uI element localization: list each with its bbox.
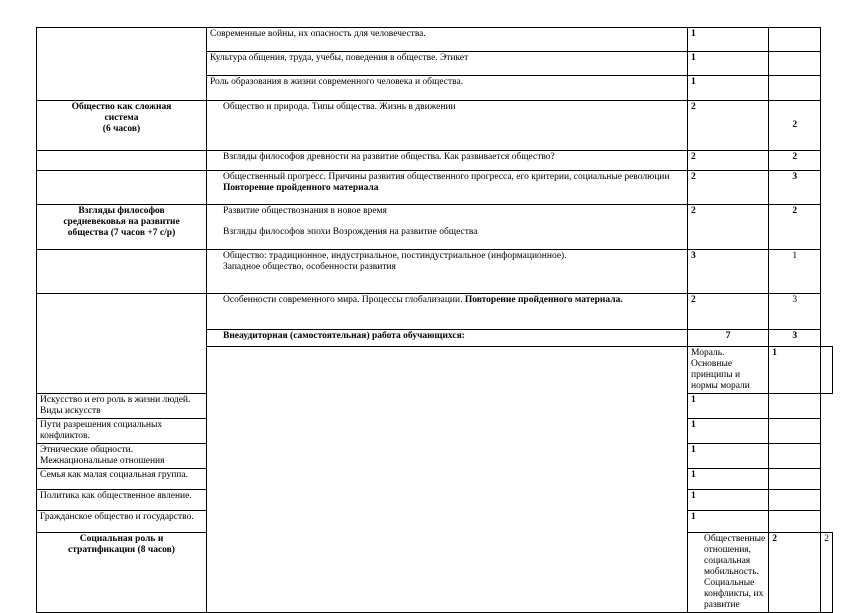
table-row — [37, 205, 833, 250]
topic-cell — [207, 294, 688, 330]
extra-cell: 2 — [769, 101, 821, 151]
section-title-line: стратификация (8 часов) — [68, 545, 175, 555]
section-title-cell — [207, 347, 688, 613]
section-title-cell — [37, 533, 207, 613]
hours-cell: 2 — [688, 171, 769, 205]
section-title-line: система — [104, 113, 139, 123]
extra-cell — [769, 469, 821, 490]
extra-cell: 3 — [769, 330, 821, 347]
topic-text: Внеаудиторная (самостоятельная) работа обучающихся: — [223, 331, 465, 341]
topic-text: Общество и природа. Типы общества. Жизнь в движении — [223, 102, 456, 112]
topic-cell — [207, 52, 688, 76]
extra-cell: 2 — [769, 205, 821, 250]
hours-cell: 2 — [688, 205, 769, 250]
table-row — [37, 250, 833, 294]
topic-text: Общественные отношения, социальная мобильность. Социальные конфликты, их развитие — [704, 534, 766, 610]
hours-cell: 1 — [688, 511, 769, 533]
section-title-cell — [37, 205, 207, 250]
topic-text: Семья как малая социальная группа. — [40, 470, 188, 480]
topic-text: Пути разрешения социальных конфликтов. — [40, 420, 163, 441]
extra-cell — [769, 52, 821, 76]
extra-cell — [769, 76, 821, 101]
extra-cell — [769, 444, 821, 469]
table-row — [37, 294, 833, 330]
topic-text: Общественный прогресс. Причины развития общественного прогресса, его критерии, социальные революции — [223, 172, 670, 182]
section-title-line: общества (7 часов +7 с/р) — [67, 228, 176, 238]
topic-cell — [688, 347, 769, 394]
topic-cell — [37, 511, 207, 533]
topic-text: Взгляды философов эпохи Возрождения на развитие общества — [223, 227, 478, 237]
topic-text: Культура общения, труда, учебы, поведения в обществе. Этикет — [210, 53, 469, 63]
section-title-line: (6 часов) — [102, 124, 141, 134]
topic-cell — [207, 28, 688, 52]
hours-cell: 3 — [688, 250, 769, 294]
topic-text: Повторение пройденного материала. — [464, 295, 623, 305]
topic-cell — [688, 533, 769, 613]
hours-cell: 1 — [688, 444, 769, 469]
section-title-cell — [37, 250, 207, 294]
extra-cell: 2 — [821, 533, 833, 613]
curriculum-table-body — [37, 28, 833, 613]
topic-text: Искусство и его роль в жизни людей. Виды искусств — [40, 395, 191, 416]
hours-cell: 1 — [688, 469, 769, 490]
topic-text: Современные войны, их опасность для человечества. — [210, 29, 426, 39]
hours-cell: 1 — [769, 347, 821, 394]
topic-text: Мораль. Основные принципы и нормы морали — [691, 348, 750, 391]
topic-cell — [207, 151, 688, 171]
topic-text: Роль образования в жизни современного человека и общества. — [210, 77, 464, 87]
extra-cell — [769, 394, 821, 419]
extra-cell — [769, 419, 821, 444]
hours-cell: 2 — [688, 101, 769, 151]
extra-cell: 3 — [769, 171, 821, 205]
topic-text: Гражданское общество и государство. — [40, 512, 194, 522]
hours-cell: 1 — [688, 490, 769, 511]
hours-cell: 1 — [688, 394, 769, 419]
section-title-cell — [37, 101, 207, 151]
hours-cell: 2 — [769, 533, 821, 613]
extra-cell: 2 — [769, 151, 821, 171]
topic-cell — [207, 250, 688, 294]
topic-text: Повторение пройденного материала — [223, 183, 379, 193]
extra-cell — [769, 511, 821, 533]
topic-cell — [207, 205, 688, 250]
topic-cell — [207, 101, 688, 151]
table-row — [37, 171, 833, 205]
topic-text: Западное общество, особенности развития — [223, 262, 396, 272]
extra-cell — [769, 28, 821, 52]
section-title-line: Общество как сложная — [71, 102, 172, 112]
extra-cell — [769, 490, 821, 511]
section-title-line: средневековья на развитие — [63, 217, 180, 227]
topic-text: Политика как общественное явление. — [40, 491, 192, 501]
curriculum-table — [36, 27, 833, 613]
topic-text: Особенности современного мира. Процессы глобализации. — [223, 295, 465, 305]
topic-text: Этнические общности. Межнациональные отношения — [40, 445, 165, 466]
topic-text: Взгляды философов древности на развитие общества. Как развивается общество? — [223, 152, 555, 162]
section-title-cell — [37, 294, 207, 394]
topic-cell — [207, 76, 688, 101]
extra-cell — [821, 347, 833, 394]
table-row — [37, 151, 833, 171]
section-title-cell — [37, 171, 207, 205]
hours-cell: 2 — [688, 294, 769, 330]
hours-cell: 1 — [688, 28, 769, 52]
hours-cell: 1 — [688, 419, 769, 444]
topic-cell — [37, 444, 207, 469]
table-row — [37, 28, 833, 52]
section-title-cell — [37, 28, 207, 101]
hours-cell: 2 — [688, 151, 769, 171]
topic-text: Развитие обществознания в новое время — [223, 206, 387, 216]
topic-cell — [37, 419, 207, 444]
table-row — [37, 101, 833, 151]
section-title-line: Взгляды философов — [78, 206, 165, 216]
section-title-line: Социальная роль и — [79, 534, 164, 544]
topic-text: Общество: традиционное, индустриальное, постиндустриальное (информационное). — [223, 251, 567, 261]
topic-cell — [207, 171, 688, 205]
hours-cell: 7 — [688, 330, 769, 347]
extra-cell: 3 — [769, 294, 821, 330]
topic-cell — [207, 330, 688, 347]
spacer — [223, 217, 684, 227]
hours-cell: 1 — [688, 52, 769, 76]
section-title-cell — [37, 151, 207, 171]
topic-cell — [37, 490, 207, 511]
extra-cell: 1 — [769, 250, 821, 294]
hours-cell: 1 — [688, 76, 769, 101]
topic-cell — [37, 394, 207, 419]
topic-cell — [37, 469, 207, 490]
